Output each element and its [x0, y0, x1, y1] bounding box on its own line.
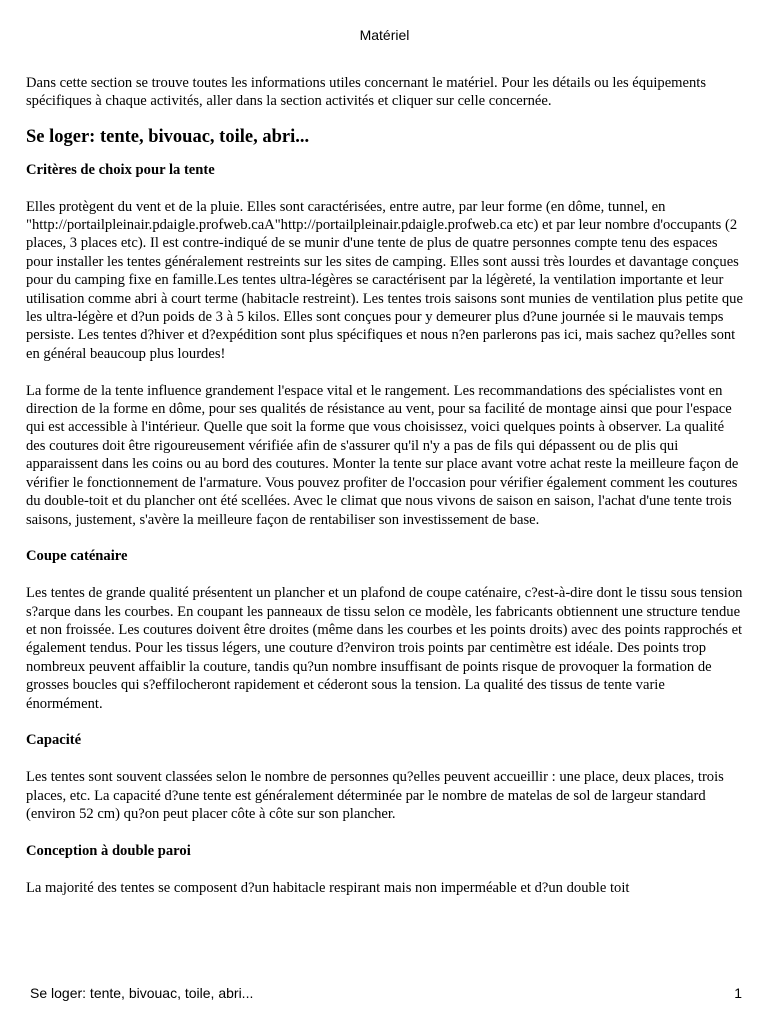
paragraph-coupe-catenaire: Les tentes de grande qualité présentent un plancher et un plafond de coupe caténaire, c?est-à-dire dont le tissu sous tension s?arque dans les courbes. En coupant les panneaux de tissu selon ce modèle, les fabricants obtiennent une structure tendue et non froissée. Les coutures doivent être droites (même dans les courbes et les points droits) avec des points rapprochés et également tendus. Pour les tissus légers, une couture d?environ trois points par centimètre est idéale. Des points trop nombreux peuvent affaiblir la couture, tandis qu?un nombre insuffisant de points risque de provoquer la formation de grosses boucles qui s?effilocheront rapidement et céderont sous la tension. La qualité des tissus de tente varie énormément.: [26, 585, 743, 712]
heading-capacite: Capacité: [26, 732, 82, 749]
page-number: 1: [734, 985, 742, 1001]
heading-criteres: Critères de choix pour la tente: [26, 161, 215, 178]
section-title: Se loger: tente, bivouac, toile, abri...: [26, 126, 310, 147]
document-body: [26, 74, 743, 915]
intro-paragraph: Dans cette section se trouve toutes les informations utiles concernant le matériel. Pour les détails ou les équipements spécifiques à chaque activités, aller dans la section activités et cliquer sur celle concernée.: [26, 75, 707, 110]
paragraph-criteres-1: Elles protègent du vent et de la pluie. Elles sont caractérisées, entre autre, par leur forme (en dôme, tunnel, en "http://portailpleinair.pdaigle.profweb.caA"http://portailpleinair.pdaigle.profweb.ca etc) et par leur nombre d'occupants (2 places, 3 places etc). Il est contre-indiqué de se munir d'une tente de plus de quatre personnes compte tenu des espaces pour installer les tentes généralement restreints sur les sites de camping. Elles sont aussi très lourdes et davantage conçues pour du camping fixe en famille.Les tentes ultra-légères se caractérisent par la légèreté, la ventilation importante et leur utilisation comme abri à court terme (habitacle restreint). Les tentes trois saisons sont munies de ventilation plus petite que les ultra-légère et d?un poids de 3 à 5 kilos. Elles sont conçues pour y demeurer plus d?une journée si le mauvais temps persiste. Les tentes d?hiver et d?expédition sont plus spécifiques et nous n?en parlerons pas ici, mais sachez qu?elles sont en général beaucoup plus lourdes!: [26, 198, 743, 362]
paragraph-double-paroi: La majorité des tentes se composent d?un habitacle respirant mais non imperméable et d?un double toit: [26, 879, 630, 896]
page-header: Matériel: [359, 27, 410, 43]
heading-coupe-catenaire: Coupe caténaire: [26, 548, 128, 565]
paragraph-criteres-2: La forme de la tente influence grandement l'espace vital et le rangement. Les recommandations des spécialistes vont en direction de la forme en dôme, pour ses qualités de résistance au vent, pour sa facilité de montage ainsi que pour l'espace qui est accessible à l'intérieur. Quelle que soit la forme que vous choisissez, voici quelques points à observer. La qualité des coutures doit être rigoureusement vérifiée afin de s'assurer qu'il n'y a pas de fils qui dépassent ou de plis qui apparaissent dans les coins ou au bord des coutures. Monter la tente sur place avant votre achat reste la meilleure façon de vérifier le fonctionnement de l'armature. Vous pouvez profiter de l'occasion pour vérifier également comment les coutures du double-toit et du plancher ont été scellées. Avec le climat que nous vivons de saison en saison, l'achat d'une tente trois saisons, justement, s'avère la meilleure façon de rentabiliser son investissement de base.: [26, 382, 739, 528]
footer-title: Se loger: tente, bivouac, toile, abri...: [30, 985, 254, 1001]
paragraph-capacite: Les tentes sont souvent classées selon le nombre de personnes qu?elles peuvent accueillir : une place, deux places, trois places, etc. La capacité d?une tente est généralement déterminée par le nombre de matelas de sol de largeur standard (environ 52 cm) qu?on peut placer côte à côte sur son plancher.: [26, 769, 724, 822]
heading-double-paroi: Conception à double paroi: [26, 842, 191, 859]
